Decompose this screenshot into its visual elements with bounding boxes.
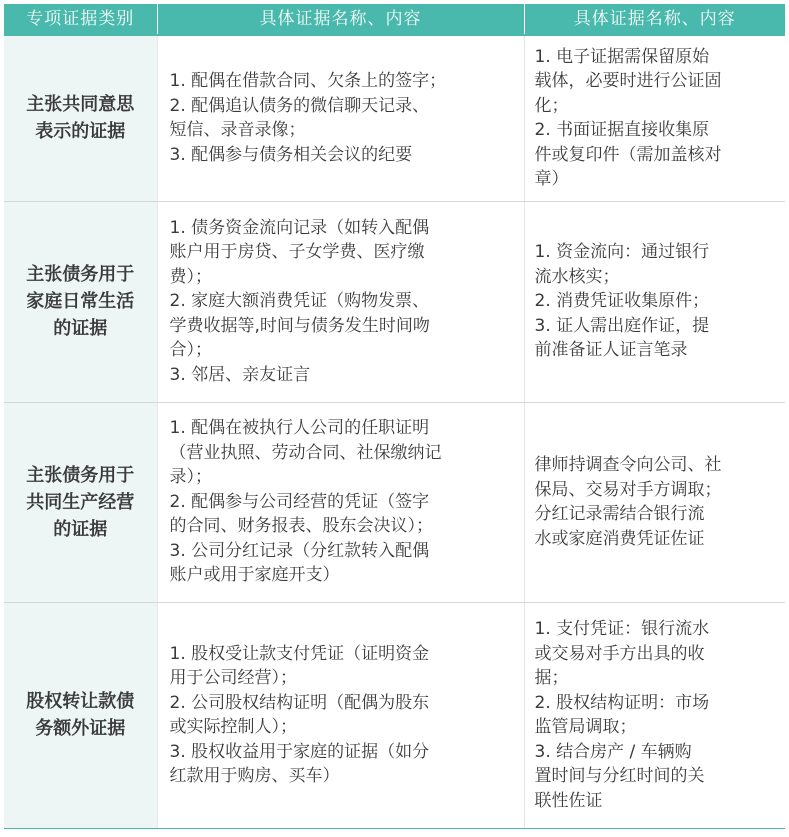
evidence-line: 1. 股权受让款支付凭证（证明资金 [169,643,430,664]
evidence-line: 2. 公司股权结构证明（配偶为股东 [169,692,430,713]
evidence-line: 2. 配偶参与公司经营的凭证（签字 [169,491,430,512]
notes-line: 流水核实； [534,266,620,287]
evidence-cell [157,201,524,402]
evidence-line: 用于公司经营）； [169,668,297,688]
evidence-line: 费）； [169,266,212,287]
notes-line: 监管局调取； [534,717,637,737]
evidence-line: 短信、录音录像； [169,120,306,141]
evidence-line: 账户用于房贷、子女学费、医疗缴 [169,242,425,263]
notes-line: 据； [534,668,569,688]
notes-line: 1. 电子证据需保留原始 [534,46,710,67]
notes-line: 2. 书面证据直接收集原 [534,120,710,141]
category-line: 的证据 [53,318,108,339]
notes-cell [524,402,785,602]
evidence-line: 3. 股权收益用于家庭的证据（如分 [169,741,430,762]
category-line: 务额外证据 [35,718,126,739]
notes-line: 置时间与分红时间的关 [534,766,705,786]
notes-line: 3. 证人需出庭作证，提 [534,315,710,336]
table-row [4,602,785,828]
notes-line: 2. 股权结构证明：市场 [534,692,710,713]
evidence-line: 的合同、财务报表、股东会决议）； [169,516,433,537]
notes-cell [524,201,785,402]
notes-line: 章） [534,169,569,190]
evidence-table-container [4,4,785,833]
evidence-line: 账户或用于家庭开支） [169,565,340,586]
table-header [4,4,785,35]
category-line: 表示的证据 [35,121,126,143]
evidence-line: 3. 公司分红记录（分红款转入配偶 [169,540,430,561]
evidence-line: 或实际控制人）； [169,717,297,737]
notes-cell [524,602,785,828]
category-line: 家庭日常生活 [26,291,135,312]
notes-line: 律师持调查令向公司、社 [534,455,722,475]
notes-line: 件或复印件（需加盖核对 [534,144,722,165]
evidence-cell [157,602,524,828]
evidence-line: 3. 配偶参与债务相关会议的纪要 [169,144,413,165]
notes-line: 2. 消费凭证收集原件； [534,291,710,312]
notes-line: 3. 结合房产 / 车辆购 [534,741,692,762]
category-line: 主张债务用于 [26,464,135,486]
header-row [4,4,785,35]
category-line: 共同生产经营 [26,491,135,513]
header-notes: 具体证据名称、内容 [524,4,785,35]
evidence-line: 合）； [169,340,212,361]
evidence-line: （营业执照、劳动合同、社保缴纳记 [169,442,442,463]
evidence-table [4,4,785,829]
evidence-line: 3. 邻居、亲友证言 [169,364,311,385]
table-row [4,35,785,201]
evidence-line: 学费收据等,时间与债务发生时间吻 [169,315,430,336]
notes-line: 1. 资金流向：通过银行 [534,242,710,263]
evidence-cell [157,35,524,201]
category-cell [4,35,157,201]
notes-line: 1. 支付凭证：银行流水 [534,619,710,639]
category-line: 主张债务用于 [26,264,135,285]
notes-line: 前准备证人证言笔录 [534,340,688,361]
notes-line: 保局、交易对手方调取； [534,479,722,500]
notes-line: 载体，必要时进行公证固 [534,71,722,92]
evidence-line: 2. 家庭大额消费凭证（购物发票、 [169,291,430,312]
header-category: 专项证据类别 [4,4,157,35]
notes-line: 联性佐证 [534,790,603,811]
notes-line: 化； [534,95,569,116]
evidence-line: 1. 配偶在借款合同、欠条上的签字； [169,71,447,92]
category-cell [4,402,157,602]
notes-line: 分红记录需结合银行流 [534,504,705,524]
evidence-line: 1. 债务资金流向记录（如转入配偶 [169,217,430,238]
category-line: 的证据 [53,518,108,540]
table-row [4,402,785,602]
notes-line: 水或家庭消费凭证佐证 [534,528,705,549]
table-row [4,201,785,402]
evidence-line: 2. 配偶追认债务的微信聊天记录、 [169,95,430,116]
notes-cell [524,35,785,201]
category-cell [4,602,157,828]
category-line: 股权转让款债 [26,691,135,712]
header-evidence: 具体证据名称、内容 [157,4,524,35]
evidence-line: 录）； [169,467,212,488]
notes-line: 或交易对手方出具的收 [534,643,705,664]
evidence-cell [157,402,524,602]
category-cell [4,201,157,402]
category-line: 主张共同意思 [26,94,135,116]
evidence-line: 红款用于购房、买车） [169,766,340,786]
evidence-line: 1. 配偶在被执行人公司的任职证明 [169,418,430,439]
table-body [4,35,785,828]
